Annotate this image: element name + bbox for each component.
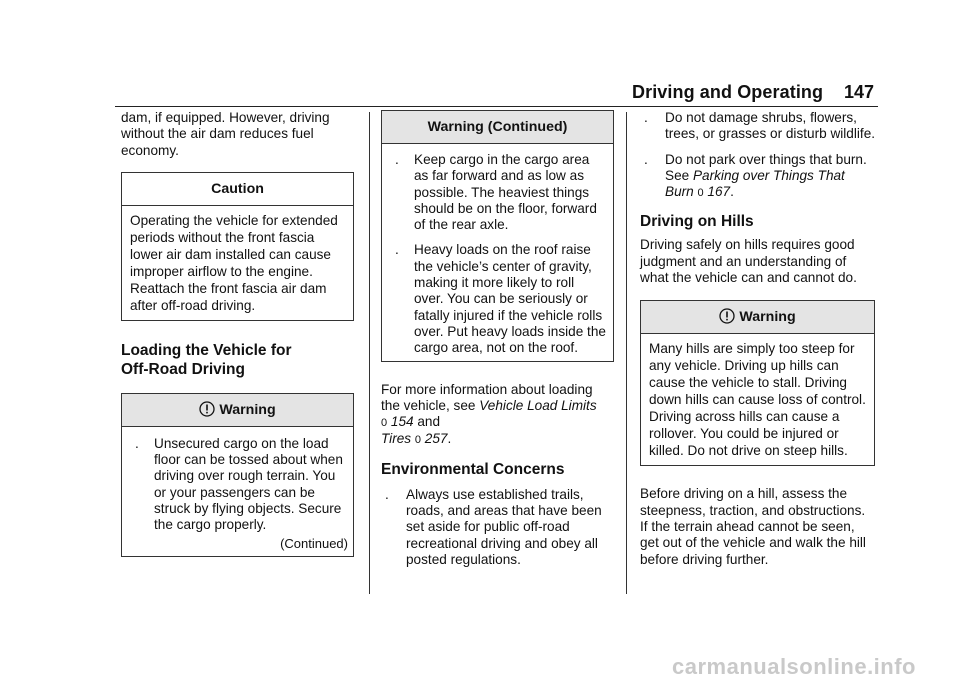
continued-label: (Continued) xyxy=(280,535,348,551)
ref-arrow-icon: 0 xyxy=(697,187,704,200)
warning-body-hills xyxy=(641,334,874,465)
watermark-text: carmanualsonline.info xyxy=(672,654,916,679)
loading-heading-line-2: Off-Road Driving xyxy=(121,360,245,378)
before-driving-paragraph: Before driving on a hill, assess the steepness, traction, and obstructions. If the terrain ahead cannot be seen, get out of the vehicle and walk the hill before driving further. xyxy=(640,486,866,567)
hills-intro: Driving safely on hills requires good judgment and an understanding of what the vehicle can and cannot do. xyxy=(640,237,857,286)
warning-text-hills: Many hills are simply too steep for any vehicle. Driving up hills can cause the vehicle to stall. Driving down hills can cause loss of control. Driving across hills can cause a rollover. You could be injured or killed. Do not drive on steep hills. xyxy=(649,341,866,459)
section-title: Driving and Operating xyxy=(632,82,824,102)
warning-continued-title: Warning (Continued) xyxy=(382,111,613,144)
caution-title: Caution xyxy=(122,173,353,206)
header-rule xyxy=(115,106,878,107)
column-1 xyxy=(121,110,357,557)
hills-heading: Driving on Hills xyxy=(640,213,754,231)
more-info-paragraph xyxy=(381,382,615,449)
bullet-mark: . xyxy=(644,110,648,125)
vehicle-load-limits-page[interactable]: 154 xyxy=(390,414,414,430)
column-2 xyxy=(381,110,615,568)
parking-page[interactable]: 167 xyxy=(707,184,731,200)
period: . xyxy=(730,184,734,200)
caution-box xyxy=(121,172,354,321)
warning-icon xyxy=(719,308,735,324)
warning-continued-body xyxy=(382,144,613,361)
warning-icon xyxy=(199,401,215,417)
warning-bullet-cargo xyxy=(386,152,607,233)
warning-continued-box xyxy=(381,110,614,362)
column-3 xyxy=(640,110,876,568)
bullet-mark: . xyxy=(395,152,399,167)
period: . xyxy=(447,431,452,447)
warning-bullet-roof xyxy=(386,242,607,356)
bullet-text: Keep cargo in the cargo area as far forward and as low as possible. The heaviest things should be on the floor, forward of the rear axle. xyxy=(414,152,597,233)
warning-title-hills: Warning xyxy=(739,309,796,326)
more-info-text: For more information about loading the vehicle, see xyxy=(381,381,593,413)
shrubs-bullet xyxy=(640,110,876,143)
bullet-mark: . xyxy=(395,242,399,258)
tires-link[interactable]: Tires xyxy=(381,431,412,447)
bullet-mark: . xyxy=(644,151,648,167)
warning-header-hills xyxy=(641,301,874,334)
bullet-mark: . xyxy=(385,486,389,502)
warning-body-1 xyxy=(122,427,353,556)
bullet-mark: . xyxy=(135,435,139,451)
column-divider-1 xyxy=(369,112,370,594)
page-number: 147 xyxy=(844,82,875,102)
watermark xyxy=(0,654,960,680)
parking-over-things-link[interactable]: Parking over Things That Burn xyxy=(665,167,845,200)
bullet-text: Always use established trails, roads, and areas that have been set aside for public off-road recreational driving and obey all posted regulations. xyxy=(406,486,602,567)
warning-header-1 xyxy=(122,394,353,427)
ref-arrow-icon: 0 xyxy=(381,417,388,430)
warning-box-hills xyxy=(640,300,875,466)
warning-bullet xyxy=(126,436,348,534)
bullet-text: Unsecured cargo on the load floor can be tossed about when driving over rough terrain. You or your passengers can be struck by flying objects. Secure the cargo properly. xyxy=(154,435,343,533)
tires-page[interactable]: 257 xyxy=(424,431,448,447)
environmental-bullet xyxy=(381,487,615,568)
warning-box-1 xyxy=(121,393,354,557)
loading-heading-line-1: Loading the Vehicle for xyxy=(121,341,292,359)
park-bullet xyxy=(640,152,876,202)
and-text: and xyxy=(417,414,441,430)
environmental-heading: Environmental Concerns xyxy=(381,460,565,478)
vehicle-load-limits-link[interactable]: Vehicle Load Limits xyxy=(479,397,597,413)
caution-body xyxy=(122,206,353,320)
page-header xyxy=(0,82,960,106)
bullet-text: Do not damage shrubs, flowers, trees, or grasses or disturb wildlife. xyxy=(665,110,876,142)
warning-title-1: Warning xyxy=(219,401,276,418)
caution-text: Operating the vehicle for extended periods without the front fascia lower air dam installed can cause improper airflow to the engine. Reattach the front fascia air dam after off-road driving. xyxy=(130,212,338,313)
bullet-text: Do not park over things that burn. See xyxy=(665,151,867,183)
intro-paragraph: dam, if equipped. However, driving without the air dam reduces fuel economy. xyxy=(121,110,330,158)
ref-arrow-icon: 0 xyxy=(414,434,421,447)
bullet-text: Heavy loads on the roof raise the vehicle’s center of gravity, making it more likely to roll over. You can be seriously or fatally injured if the vehicle rolls over. Put heavy loads inside the cargo area, not on the roof. xyxy=(414,242,606,356)
column-divider-2 xyxy=(626,112,627,594)
